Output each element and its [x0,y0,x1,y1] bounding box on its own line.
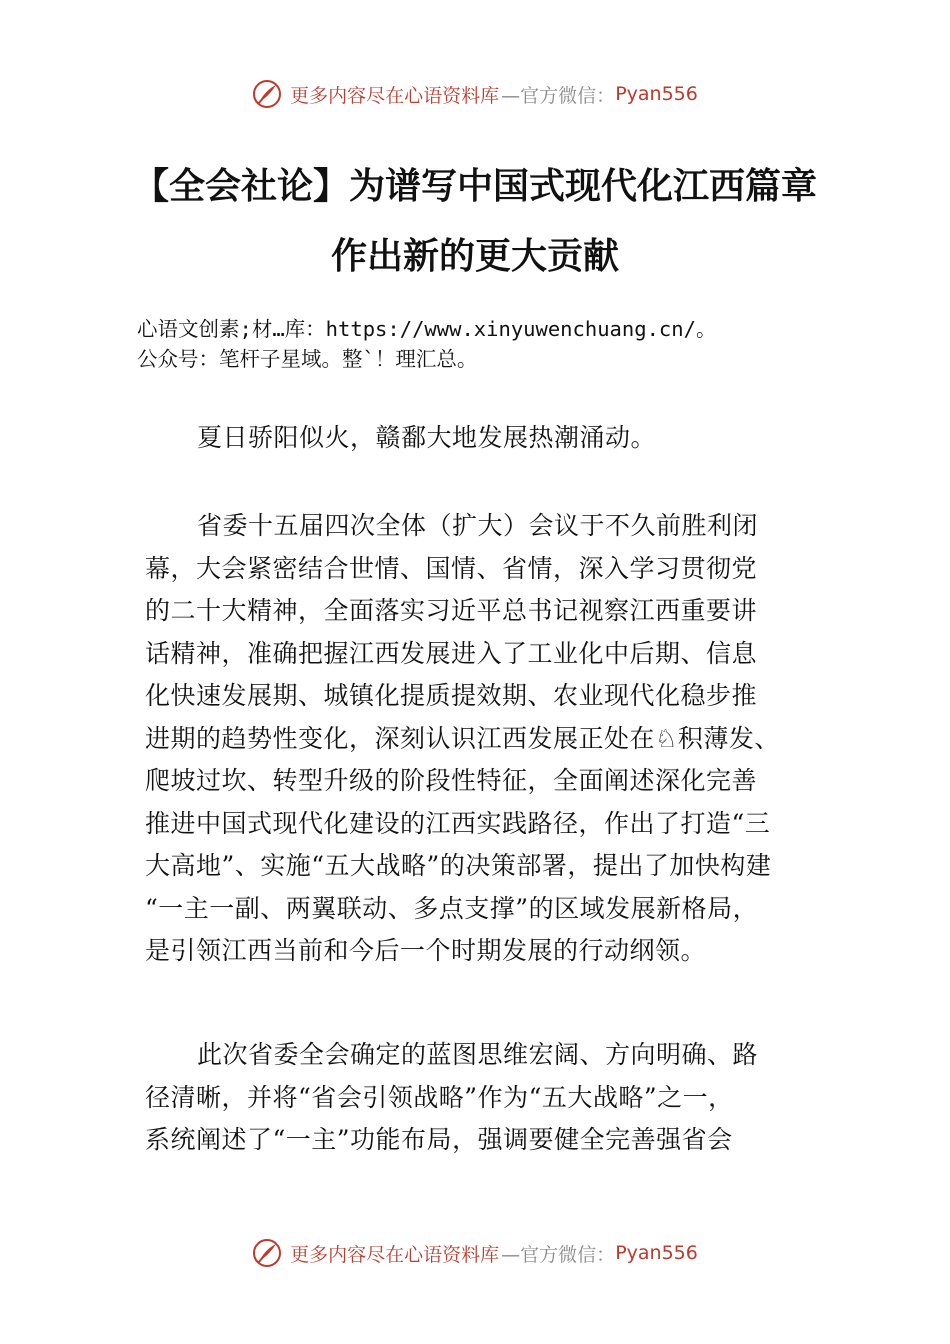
paragraph-line: 话精神，准确把握江西发展进入了工业化中后期、信息 [145,638,758,668]
paragraph-line: “一主一副、两翼联动、多点支撑”的区域发展新格局， [145,893,759,923]
source-note-line-2: 公众号：笔杆子星域。整`！理汇总。 [137,347,478,371]
paragraph-line: 化快速发展期、城镇化提质提效期、农业现代化稳步推 [145,681,758,710]
paragraph-3 [145,1034,825,1162]
watermark-red-text: 更多内容尽在心语资料库 [290,1243,500,1266]
paragraph-line: 爬坡过坎、转型升级的阶段性特征，全面阐述深化完善 [145,766,758,795]
paragraph-line: 是引领江西当前和今后一个时期发展的行动纲领。 [145,936,707,965]
document-title-line-2: 作出新的更大贡献 [330,236,619,277]
feather-logo-icon [252,79,282,109]
paragraph-line: 大高地”、实施“五大战略”的决策部署，提出了加快构建 [145,851,772,880]
footer-watermark [0,1233,950,1273]
paragraph-line: 推进中国式现代化建设的江西实践路径，作出了打造“三 [145,808,771,838]
paragraph-2 [145,505,825,973]
feather-logo-icon [252,1238,282,1268]
watermark-gray-text: —官方微信： [501,1243,616,1266]
header-watermark [0,74,950,114]
source-note-line-1: 心语文创素;材…库：https://www.xinyuwenchuang.cn/。 [137,317,717,341]
watermark-wechat-id: Pyan556 [615,1242,698,1264]
paragraph-line: 幕，大会紧密结合世情、国情、省情，深入学习贯彻党 [145,553,758,583]
paragraph-line: 系统阐述了“一主”功能布局，强调要健全完善强省会 [145,1125,733,1154]
paragraph-line: 夏日骄阳似火，赣鄱大地发展热潮涌动。 [197,423,657,452]
paragraph-line: 省委十五届四次全体（扩大）会议于不久前胜利闭 [197,511,759,540]
source-note [137,314,837,374]
paragraph-1 [145,417,825,460]
paragraph-line: 径清晰，并将“省会引领战略”作为“五大战略”之一， [145,1082,734,1112]
paragraph-line: 的二十大精神，全面落实习近平总书记视察江西重要讲 [145,596,758,625]
paragraph-line: 此次省委全会确定的蓝图思维宏阔、方向明确、路 [197,1040,759,1069]
watermark-red-text: 更多内容尽在心语资料库 [290,84,500,107]
watermark-gray-text: —官方微信： [501,84,616,107]
document-title-line-1: 【全会社论】为谱写中国式现代化江西篇章 [132,166,817,207]
watermark-wechat-id: Pyan556 [615,83,698,105]
paragraph-line: 进期的趋势性变化，深刻认识江西发展正处在♘积薄发、 [145,723,780,753]
